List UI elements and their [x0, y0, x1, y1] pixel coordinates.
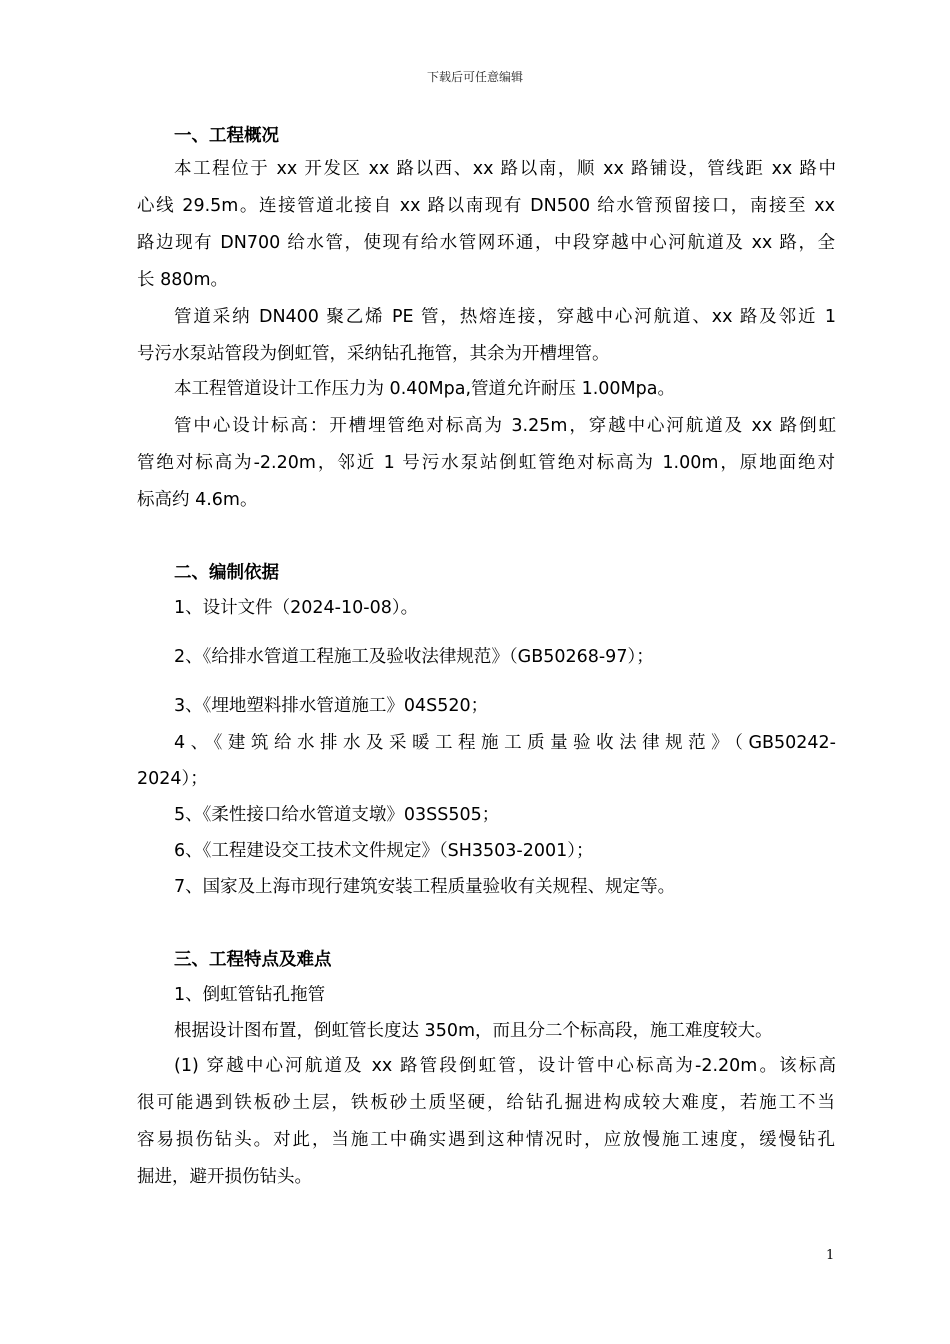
list-item: 6、《工程建设交工技术文件规定》（SH3503-2001）； [174, 841, 594, 861]
subheading: 1、倒虹管钻孔拖管 [174, 985, 326, 1005]
paragraph-line: 管中心设计标高：开槽埋管绝对标高为 3.25m，穿越中心河航道及 xx 路倒虹 [174, 416, 836, 436]
paragraph-line: 长 880m。 [137, 270, 229, 290]
paragraph-line: 心线 29.5m。连接管道北接自 xx 路以南现有 DN500 给水管预留接口，南接至 xx [137, 196, 835, 216]
section-heading-basis: 二、编制依据 [174, 563, 279, 583]
paragraph-line: 容易损伤钻头。对此，当施工中确实遇到这种情况时，应放慢施工速度，缓慢钻孔 [137, 1130, 835, 1150]
section-heading-overview: 一、工程概况 [174, 126, 279, 146]
list-item: 1、设计文件（2024-10-08）。 [174, 598, 419, 618]
paragraph-line: (1) 穿越中心河航道及 xx 路管段倒虹管，设计管中心标高为-2.20m。该标高 [174, 1056, 836, 1076]
paragraph-line: 管道采纳 DN400 聚乙烯 PE 管，热熔连接，穿越中心河航道、xx 路及邻近 1 [174, 307, 836, 327]
paragraph-line: 本工程管道设计工作压力为 0.40Mpa,管道允许耐压 1.00Mpa。 [174, 379, 675, 399]
page-header: 下载后可任意编辑 [426, 70, 523, 84]
section-heading-features: 三、工程特点及难点 [174, 950, 332, 970]
list-item: 7、国家及上海市现行建筑安装工程质量验收有关规程、规定等。 [174, 877, 676, 897]
list-item: 2、《给排水管道工程施工及验收法律规范》（GB50268-97）； [174, 647, 654, 667]
paragraph-line: 路边现有 DN700 给水管，使现有给水管网环通，中段穿越中心河航道及 xx 路，全 [137, 233, 835, 253]
list-item: 4、《建筑给水排水及采暖工程施工质量验收法律规范》（GB50242- [174, 733, 836, 753]
paragraph-line: 根据设计图布置，倒虹管长度达 350m，而且分二个标高段，施工难度较大。 [174, 1021, 773, 1041]
page-number: 1 [826, 1248, 835, 1263]
paragraph-line: 管绝对标高为-2.20m，邻近 1 号污水泵站倒虹管绝对标高为 1.00m，原地面绝对 [137, 453, 835, 473]
paragraph-line: 标高约 4.6m。 [137, 490, 258, 510]
list-item: 5、《柔性接口给水管道支墩》03SS505； [174, 805, 500, 825]
list-item-continuation: 2024）； [137, 769, 208, 789]
paragraph-line: 本工程位于 xx 开发区 xx 路以西、xx 路以南，顺 xx 路铺设，管线距 xx 路中 [174, 159, 836, 179]
list-item: 3、《埋地塑料排水管道施工》04S520； [174, 696, 489, 716]
paragraph-line: 很可能遇到铁板砂土层，铁板砂土质坚硬，给钻孔掘进构成较大难度，若施工不当 [137, 1093, 835, 1113]
paragraph-line: 号污水泵站管段为倒虹管，采纳钻孔拖管，其余为开槽埋管。 [137, 344, 610, 364]
paragraph-line: 掘进，避开损伤钻头。 [137, 1167, 312, 1187]
